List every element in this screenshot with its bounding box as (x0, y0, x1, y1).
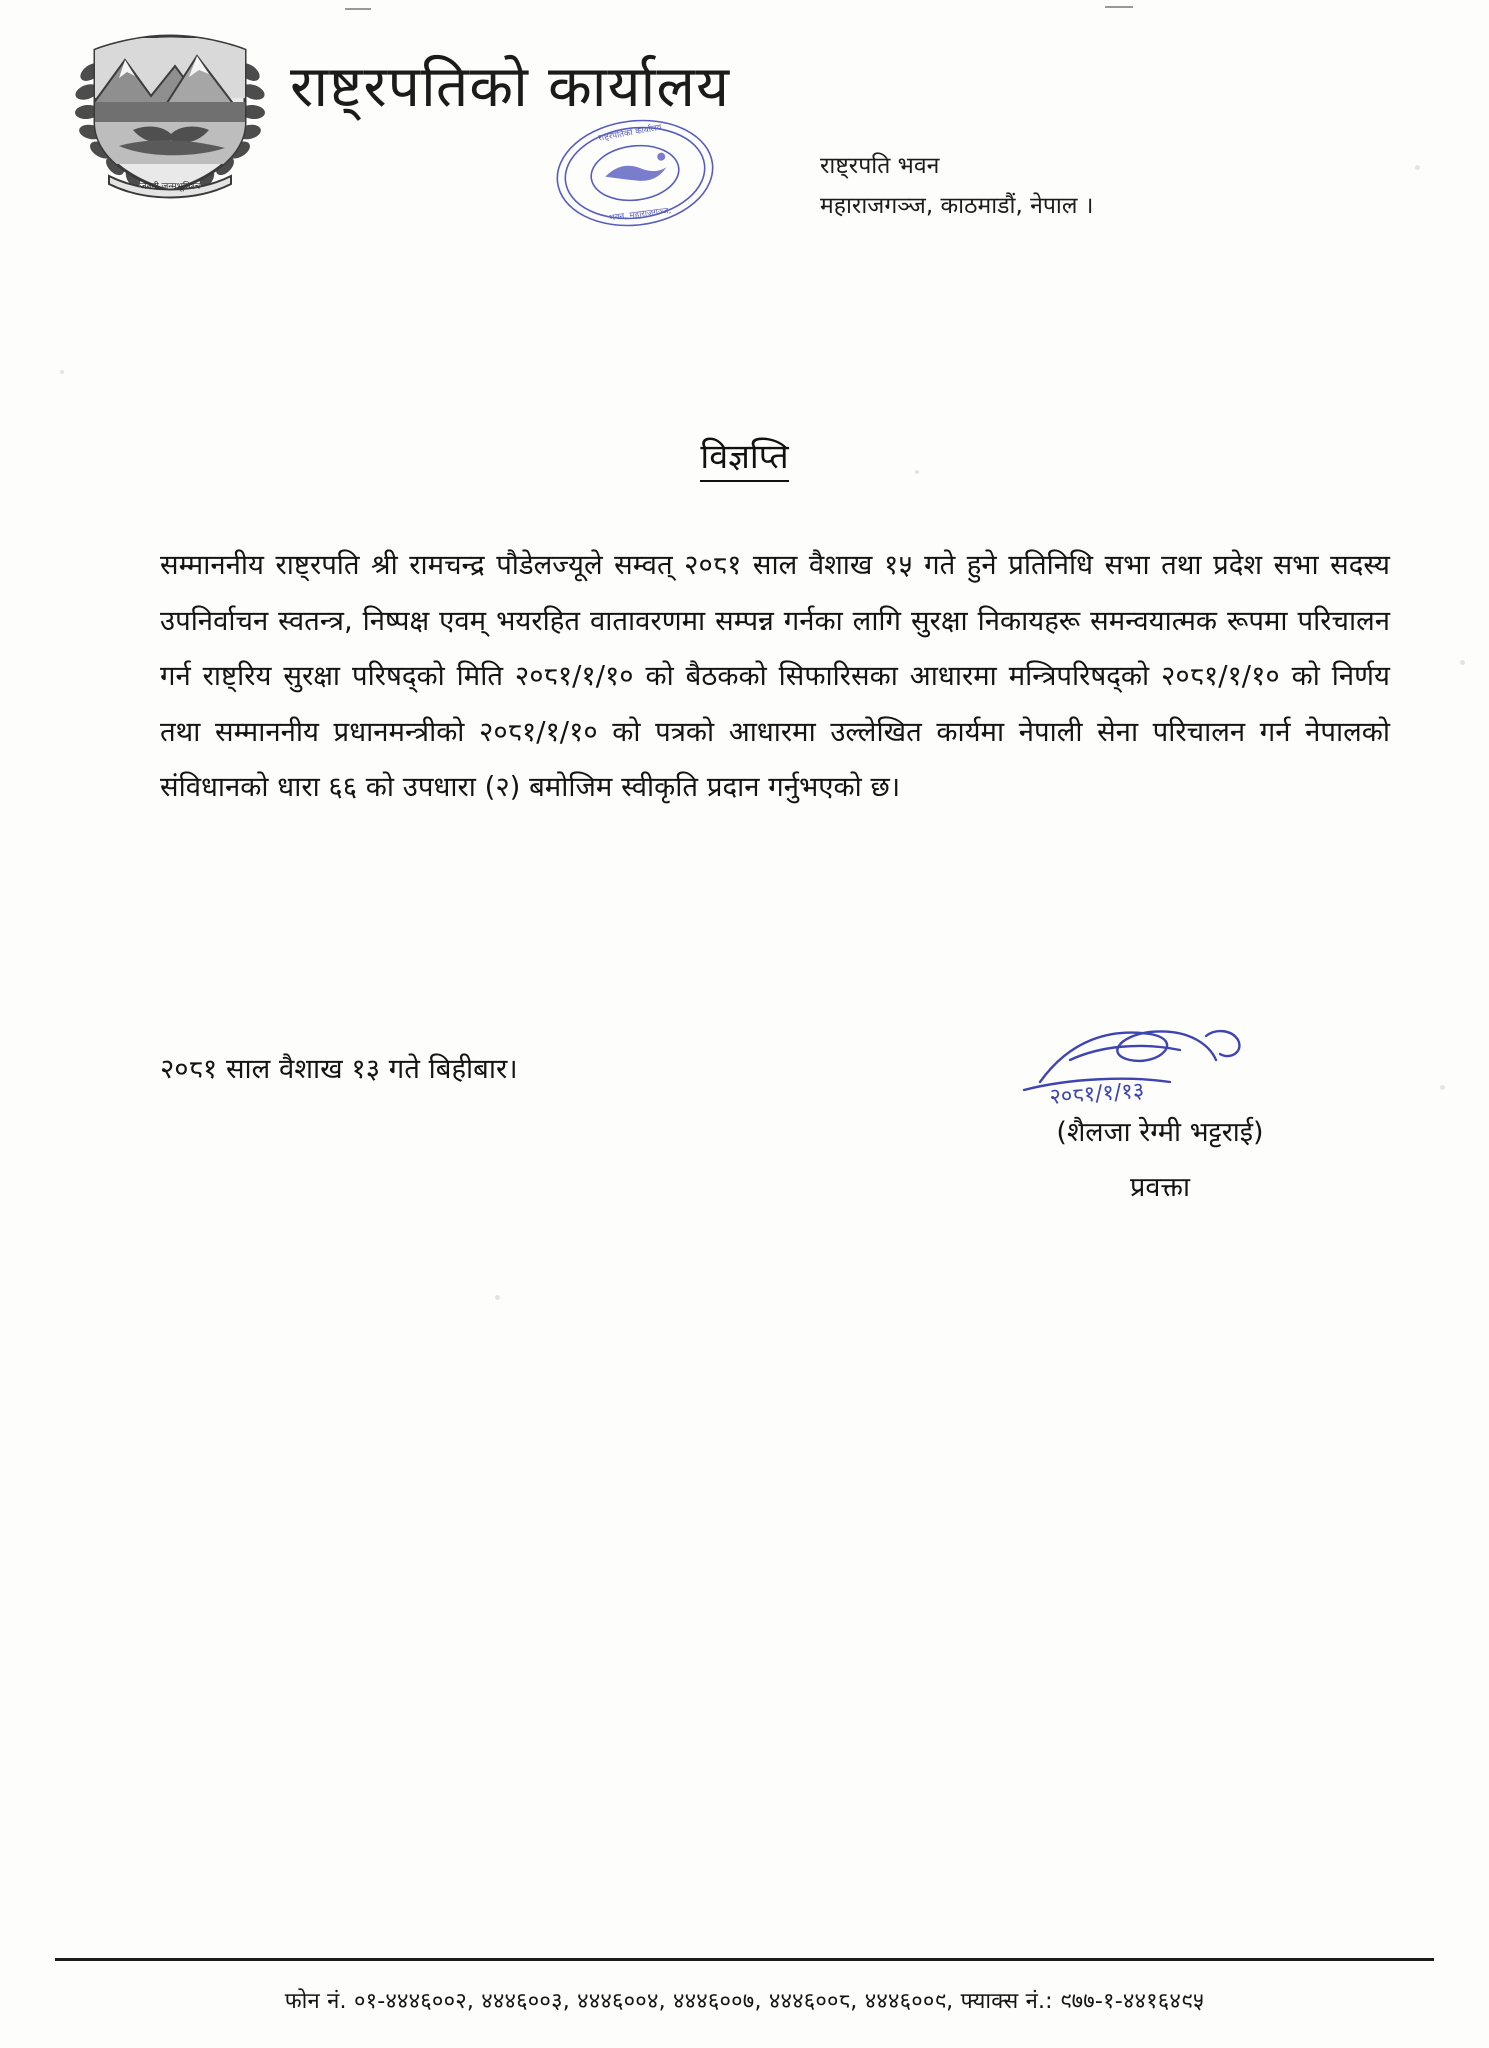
handwritten-date: २०८१/१/१३ (1048, 1078, 1146, 1110)
scan-speck (495, 1295, 500, 1300)
document-title-text: विज्ञप्ति (700, 437, 788, 482)
document-body: सम्माननीय राष्ट्रपति श्री रामचन्द्र पौडेलज्यूले सम्वत् २०८१ साल वैशाख १५ गते हुने प्रतिनिधि सभा तथा प्रदेश सभा सदस्य उपनिर्वाचन स्वतन्त्र, निष्पक्ष एवम् भयरहित वातावरणमा सम्पन्न गर्नका लागि सुरक्षा निकायहरू समन्वयात्मक रूपमा परिचालन गर्न राष्ट्रिय सुरक्षा परिषद्को मिति २०८१/१/१० को बैठकको सिफारिसका आधारमा मन्त्रिपरिषद्को २०८१/१/१० को निर्णय तथा सम्माननीय प्रधानमन्त्रीको २०८१/१/१० को पत्रको आधारमा उल्लेखित कार्यमा नेपाली सेना परिचालन गर्न नेपालको संविधानको धारा ६६ को उपधारा (२) बमोजिम स्वीकृति प्रदान गर्नुभएको छ। (160, 549, 1390, 804)
office-seal-stamp (538, 102, 731, 243)
scan-artifact-top-left (345, 8, 371, 10)
letterhead (75, 18, 1429, 248)
address-line-2: महाराजगञ्ज, काठमाडौं, नेपाल । (820, 193, 1094, 220)
svg-text:जननी जन्मभूमिश्च: जननी जन्मभूमिश्च (139, 182, 201, 192)
address-line-1: राष्ट्रपति भवन (820, 153, 940, 179)
handwritten-signature-icon (960, 1020, 1360, 1110)
footer-contact: फोन नं. ०१-४४४६००२, ४४४६००३, ४४४६००४, ४४४६००७, ४४४६००८, ४४४६००९, फ्याक्स नं.: ९७७-१-४४१६४९५ (284, 1989, 1205, 2014)
signatory-name: (शैलजा रेग्मी भट्टराई) (1056, 1117, 1264, 1148)
organization-title: राष्ट्रपतिको कार्यालय (290, 54, 731, 120)
svg-text:भवन, महाराजगञ्ज,: भवन, महाराजगञ्ज, (608, 205, 672, 224)
scan-speck (1440, 1085, 1445, 1090)
scan-speck (1460, 660, 1465, 665)
signatory-role: प्रवक्ता (1130, 1172, 1190, 1203)
document-date: २०८१ साल वैशाख १३ गते बिहीबार। (160, 1053, 518, 1085)
signature-block (960, 1020, 1360, 1204)
footer-divider (55, 1958, 1434, 1961)
scan-speck (60, 370, 64, 374)
scan-artifact-top-right (1105, 6, 1133, 8)
nepal-emblem-icon (75, 26, 265, 201)
svg-text:राष्ट्रपतिको कार्यालय: राष्ट्रपतिको कार्यालय (597, 122, 663, 144)
document-title (0, 432, 1489, 478)
office-address (820, 146, 1093, 227)
